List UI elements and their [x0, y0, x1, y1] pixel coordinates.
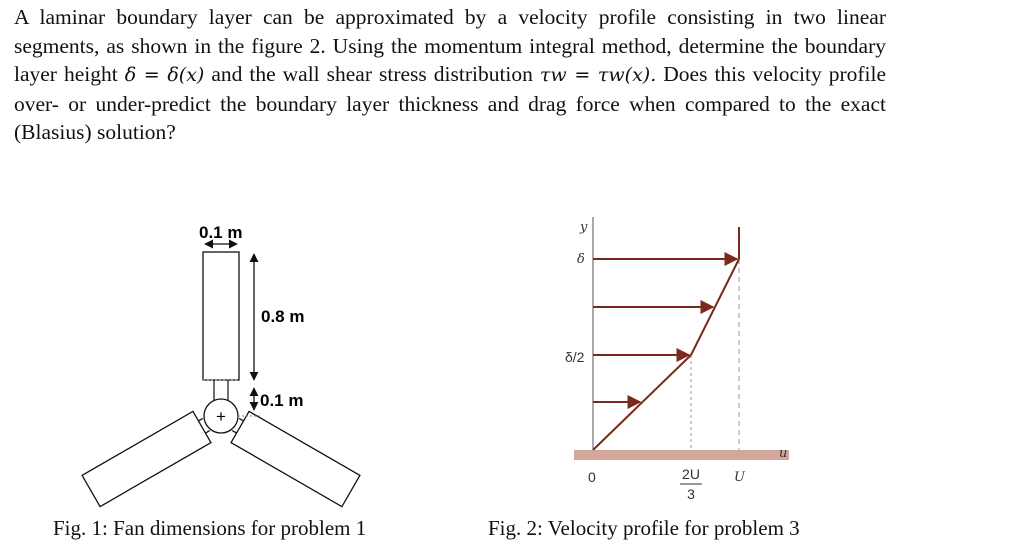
fan-blade-top [203, 252, 239, 380]
two-thirds-u-denominator: 3 [687, 486, 695, 502]
problem-text-part2: and the wall shear stress distribution [211, 62, 533, 87]
y-axis-label: y [580, 220, 588, 235]
velocity-profile-figure [530, 205, 820, 510]
fig2-caption: Fig. 2: Velocity profile for problem 3 [488, 516, 800, 540]
two-thirds-u-numerator: 2U [682, 466, 700, 482]
offset-label: 0.1 m [260, 391, 304, 410]
length-label: 0.8 m [261, 307, 305, 326]
tau-expression: τw = τw(x). [539, 64, 657, 87]
u-tick-label: U [734, 470, 745, 485]
fig1-caption: Fig. 1: Fan dimensions for problem 1 [53, 516, 367, 540]
wall [574, 450, 789, 460]
delta-tick-label: δ [577, 252, 585, 267]
fan-figure [0, 200, 460, 520]
width-label: 0.1 m [199, 223, 243, 242]
hub-plus-symbol: + [216, 407, 226, 426]
half-delta-tick-label: δ/2 [565, 349, 585, 365]
fan-blade-left [82, 411, 211, 506]
delta-expression: δ = δ(x) [124, 64, 205, 87]
x-axis-label: u [779, 446, 788, 461]
fan-blade-right [231, 411, 360, 506]
origin-label: 0 [588, 469, 596, 485]
problem-text-part3: Does this velocity profile over- or under-predict the boundary layer thickness and drag force when compared to the exact (Blasius) solution? [14, 62, 887, 145]
problem-statement [14, 3, 886, 147]
problem-text-part1: A laminar boundary layer can be approximated by a velocity profile consisting in two linear segments, as shown in the figure 2. Using the momentum integral method, determine the boundary layer height [14, 5, 886, 87]
